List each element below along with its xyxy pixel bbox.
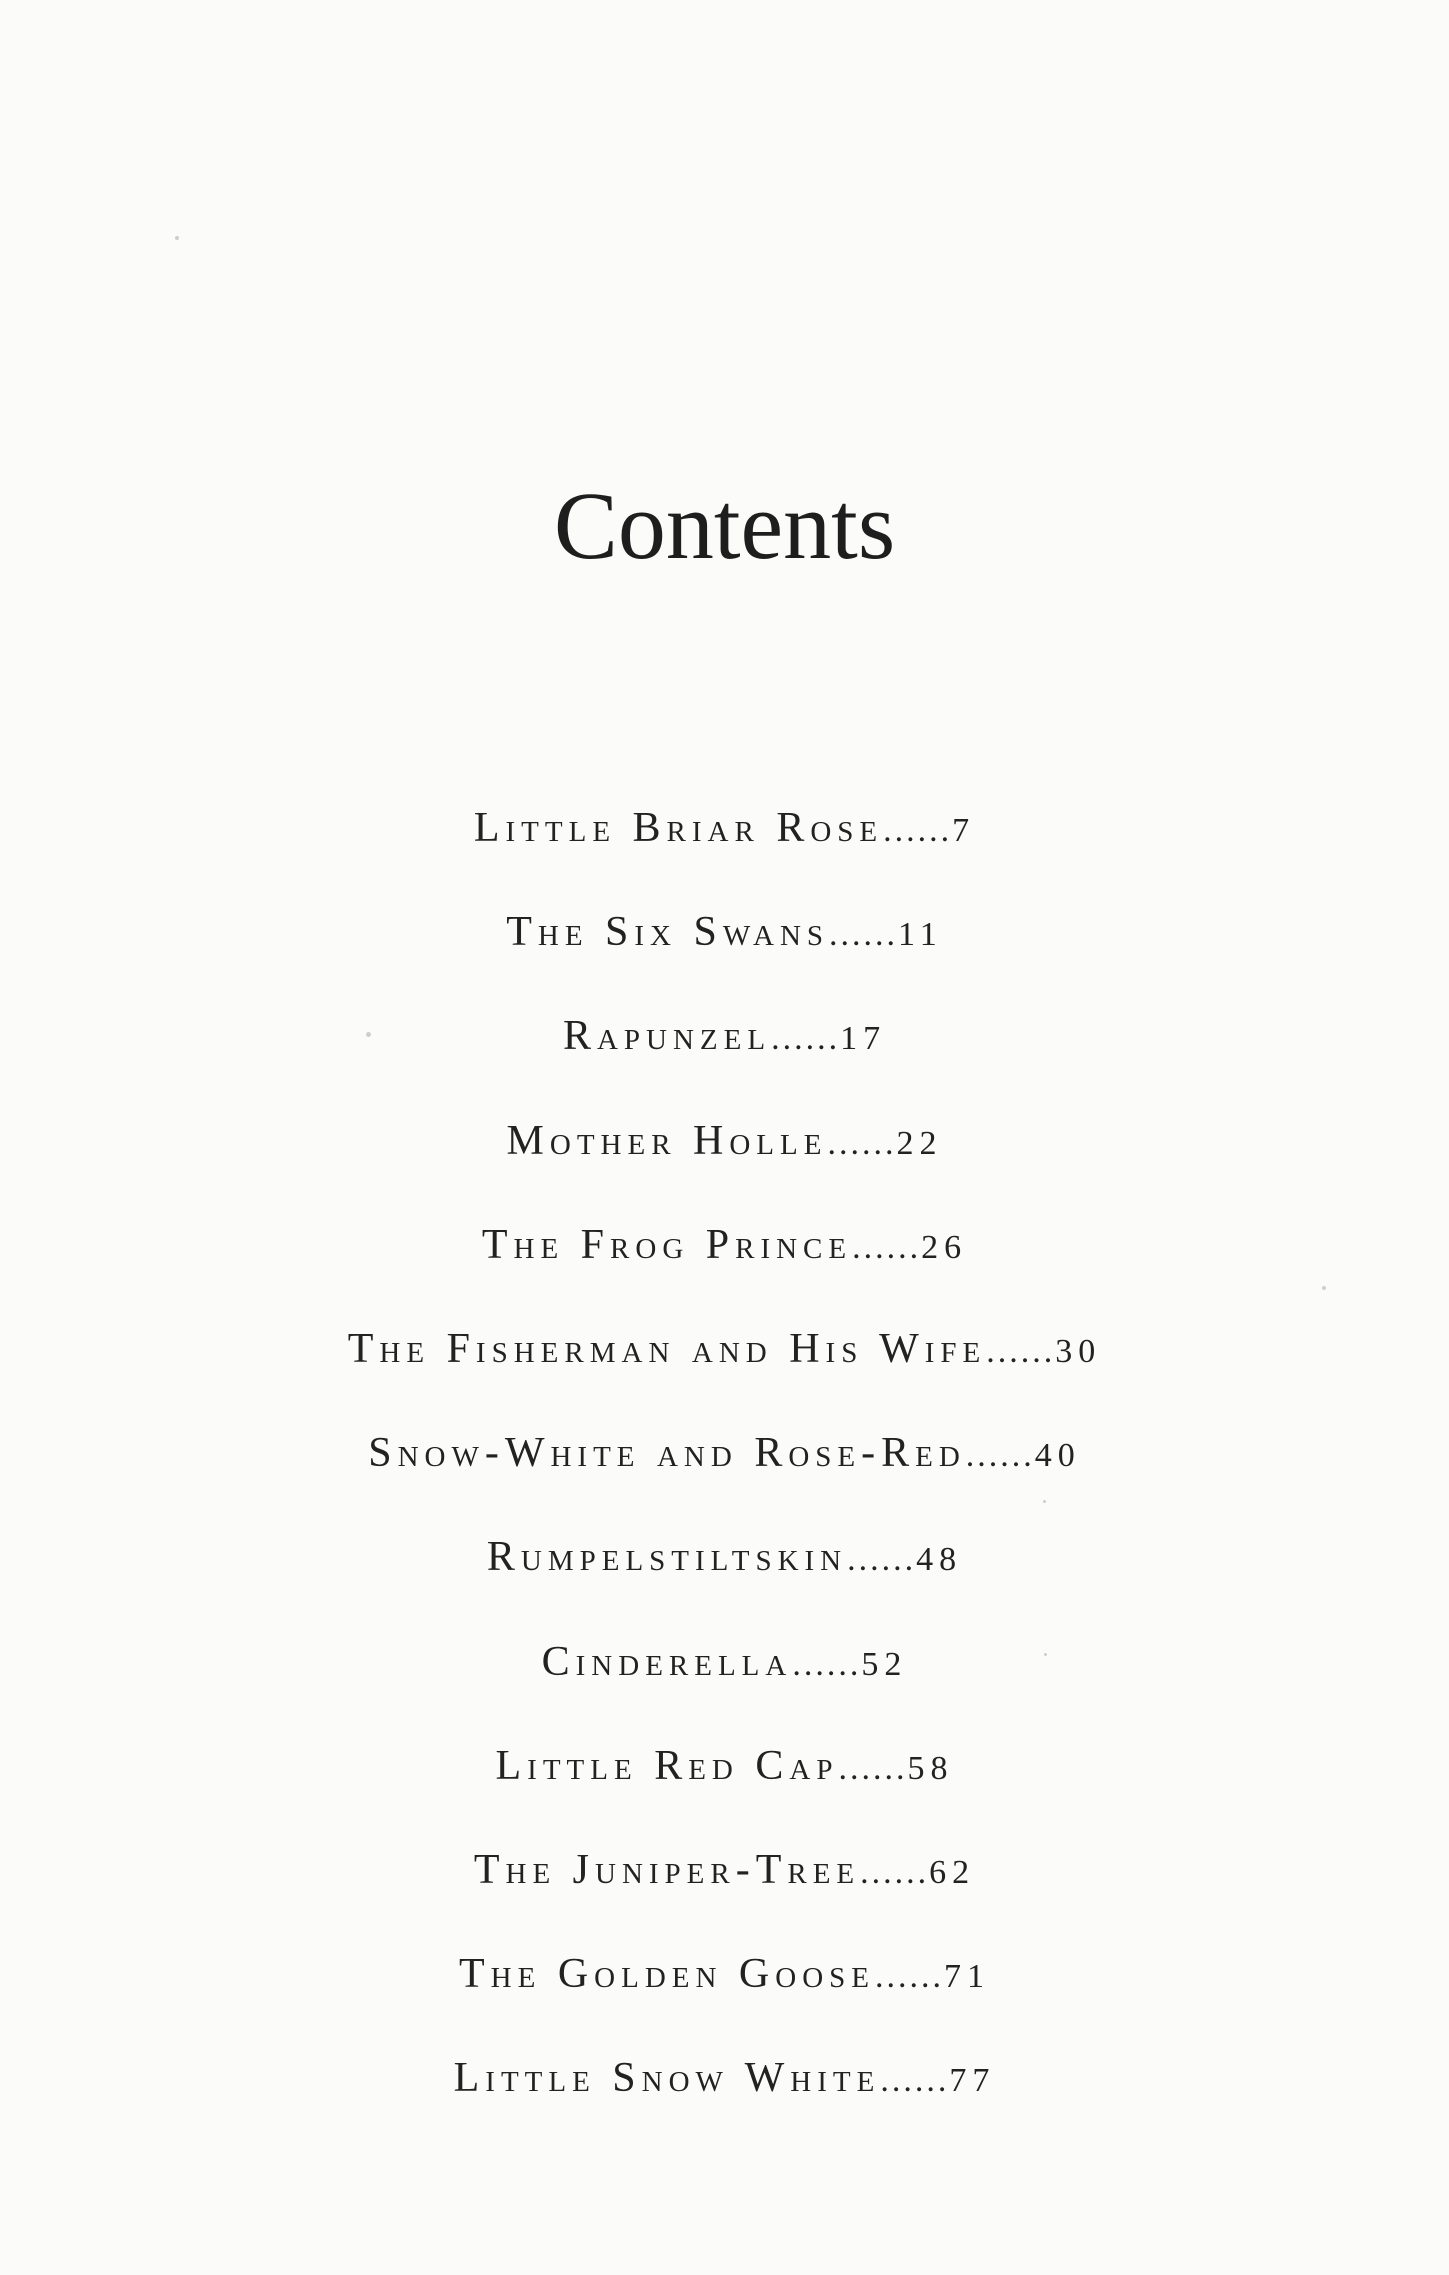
toc-entry <box>0 1423 1449 1527</box>
toc-entry-title: Little Briar Rose <box>473 805 884 851</box>
toc-entry <box>0 1319 1449 1423</box>
toc-entry-leader: ...... <box>829 916 899 954</box>
toc-entry <box>0 1215 1449 1319</box>
toc-entry <box>0 1736 1449 1840</box>
table-of-contents <box>0 798 1449 2152</box>
toc-entry-page: 22 <box>896 1124 943 1162</box>
toc-entry <box>0 798 1449 902</box>
toc-entry-page: 26 <box>921 1228 968 1266</box>
toc-entry-page: 52 <box>861 1645 908 1683</box>
toc-entry-page: 62 <box>929 1853 976 1891</box>
toc-entry-title: Mother Holle <box>506 1117 828 1164</box>
toc-entry-title: Rumpelstiltskin <box>486 1534 848 1581</box>
toc-entry-leader: ...... <box>986 1332 1056 1370</box>
toc-entry-title: The Six Swans <box>506 909 830 956</box>
toc-entry <box>0 1527 1449 1631</box>
toc-entry-title: The Fisherman and His Wife <box>347 1325 987 1372</box>
toc-entry-page: 7 <box>952 812 976 849</box>
toc-entry-leader: ...... <box>838 1749 908 1787</box>
toc-entry-title: The Golden Goose <box>459 1951 875 1998</box>
toc-entry-leader: ...... <box>847 1541 917 1579</box>
toc-entry-page: 17 <box>840 1020 887 1058</box>
paper-speck <box>175 236 179 240</box>
toc-entry-page: 48 <box>916 1541 963 1579</box>
toc-entry-title: The Juniper-Tree <box>473 1846 861 1893</box>
toc-entry-title: Little Red Cap <box>495 1742 839 1789</box>
toc-entry-page: 30 <box>1055 1332 1102 1370</box>
toc-entry <box>0 1840 1449 1944</box>
toc-entry-title: The Frog Prince <box>481 1221 853 1268</box>
toc-entry-title: Snow-White and Rose-Red <box>368 1430 966 1477</box>
toc-entry-leader: ...... <box>965 1437 1035 1475</box>
toc-entry <box>0 1944 1449 2048</box>
toc-entry-leader: ...... <box>792 1645 862 1683</box>
toc-entry <box>0 902 1449 1006</box>
toc-entry-page: 58 <box>907 1749 954 1787</box>
toc-entry-leader: ...... <box>883 812 953 849</box>
toc-entry-leader: ...... <box>827 1124 897 1162</box>
toc-entry-title: Rapunzel <box>562 1013 772 1060</box>
toc-entry-title: Cinderella <box>541 1638 793 1685</box>
toc-entry-page: 77 <box>949 2062 996 2100</box>
toc-entry-page: 11 <box>898 916 943 954</box>
toc-entry <box>0 1111 1449 1215</box>
toc-entry-leader: ...... <box>874 1958 944 1996</box>
toc-entry-title: Little Snow White <box>453 2055 881 2102</box>
toc-entry <box>0 1006 1449 1110</box>
toc-entry-page: 40 <box>1034 1437 1081 1475</box>
toc-entry-leader: ...... <box>880 2062 950 2100</box>
toc-entry <box>0 1632 1449 1736</box>
toc-entry-leader: ...... <box>860 1853 930 1891</box>
toc-entry <box>0 2048 1449 2152</box>
page-title: Contents <box>553 472 896 579</box>
toc-entry-page: 71 <box>943 1958 990 1996</box>
toc-entry-leader: ...... <box>852 1228 922 1266</box>
toc-entry-leader: ...... <box>771 1020 841 1058</box>
